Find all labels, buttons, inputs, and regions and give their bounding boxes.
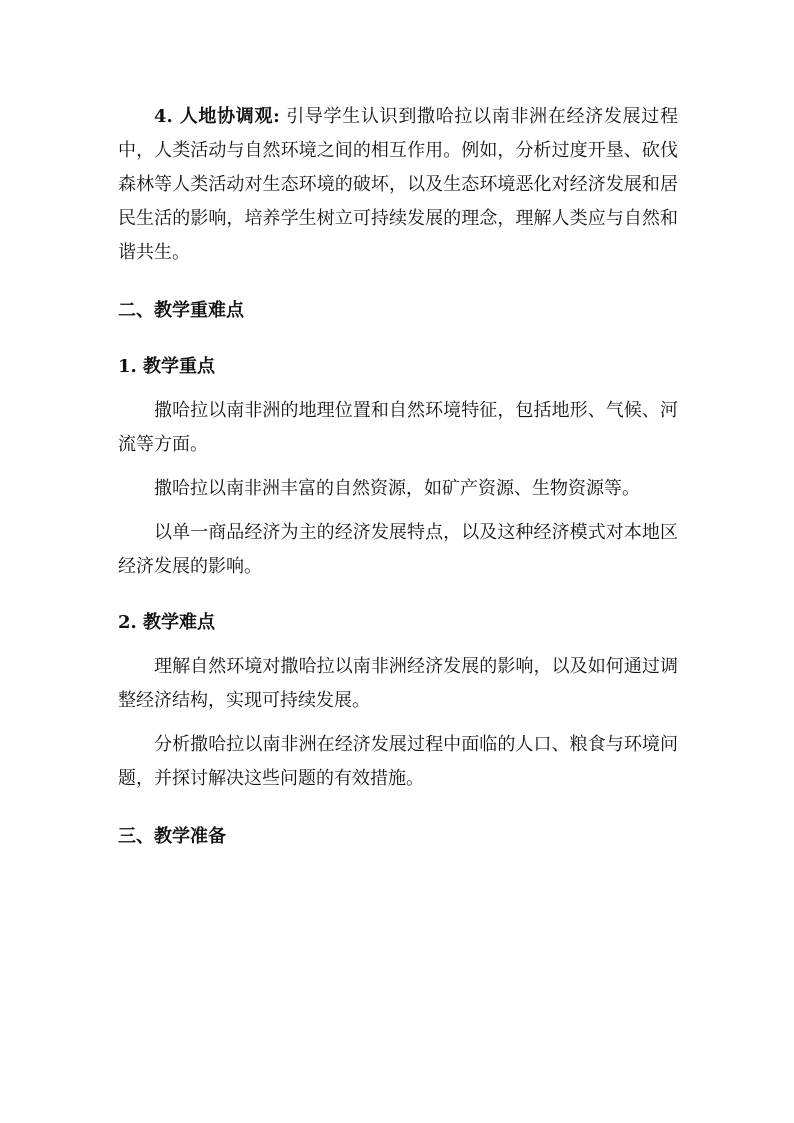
key-point-3: 以单一商品经济为主的经济发展特点，以及这种经济模式对本地区经济发展的影响。 [118,522,678,577]
intro-label: 4. 人地协调观: [154,106,280,127]
key-point-2: 撒哈拉以南非洲丰富的自然资源，如矿产资源、生物资源等。 [154,478,640,499]
difficult-point-1: 理解自然环境对撒哈拉以南非洲经济发展的影响，以及如何通过调整经济结构，实现可持续发展。 [118,656,678,711]
section-heading-preparation: 三、教学准备 [118,826,226,847]
document-body [118,100,678,854]
difficult-point-2: 分析撒哈拉以南非洲在经济发展过程中面临的人口、粮食与环境问题，并探讨解决这些问题的有效措施。 [118,734,678,789]
intro-text: 引导学生认识到撒哈拉以南非洲在经济发展过程中，人类活动与自然环境之间的相互作用。例如，分析过度开垦、砍伐森林等人类活动对生态环境的破坏，以及生态环境恶化对经济发展和居民生活的影响，培养学生树立可持续发展的理念，理解人类应与自然和谐共生。 [118,106,678,263]
subheading-difficult-points: 2. 教学难点 [118,612,216,633]
key-point-1: 撒哈拉以南非洲的地理位置和自然环境特征，包括地形、气候、河流等方面。 [118,400,678,455]
subheading-key-points: 1. 教学重点 [118,356,216,377]
intro-paragraph [118,100,678,270]
section-heading-key-difficult: 二、教学重难点 [118,300,244,321]
